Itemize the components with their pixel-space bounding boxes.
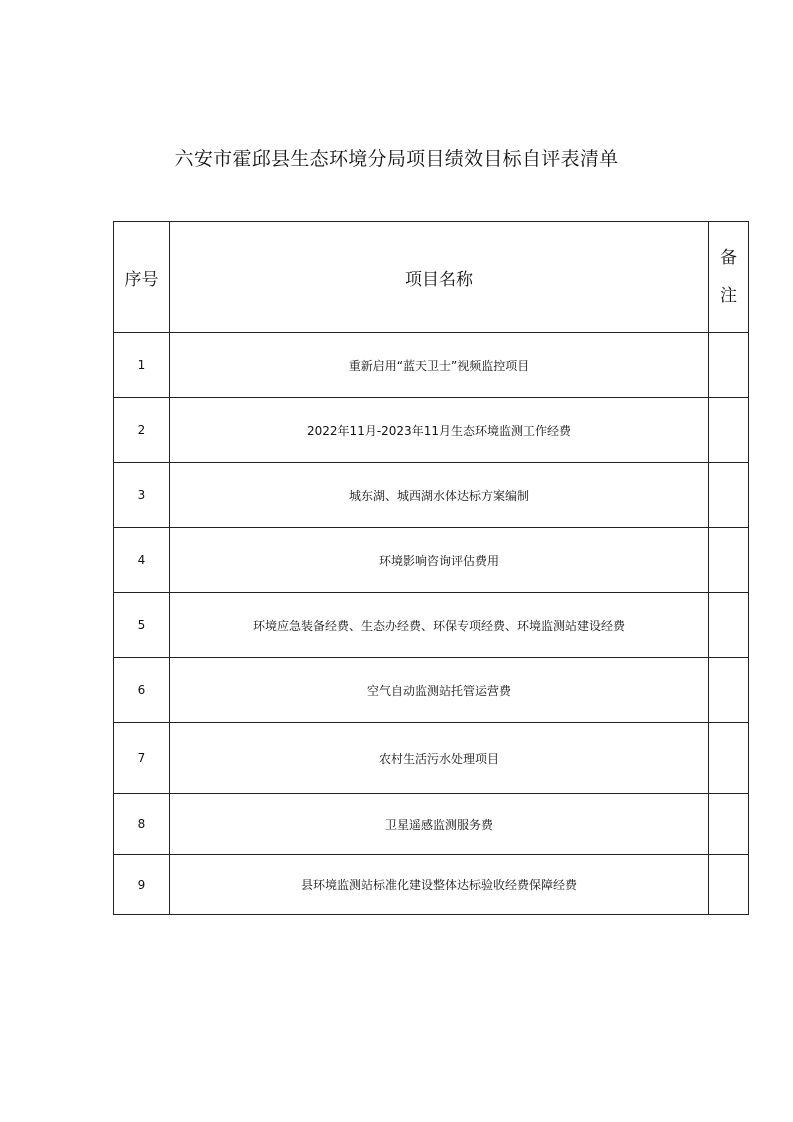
table-header-row (114, 222, 749, 333)
header-note-line1: 备 (720, 248, 737, 268)
row-project-name: 2022年11月-2023年11月生态环境监测工作经费 (170, 398, 709, 463)
row-project-name: 空气自动监测站托管运营费 (170, 658, 709, 723)
table-row (114, 463, 749, 528)
row-seq: 8 (114, 794, 170, 855)
row-project-name: 环境应急装备经费、生态办经费、环保专项经费、环境监测站建设经费 (170, 593, 709, 658)
row-seq: 1 (114, 333, 170, 398)
row-note (709, 398, 749, 463)
table-row (114, 794, 749, 855)
header-project-name: 项目名称 (170, 222, 709, 333)
row-seq: 4 (114, 528, 170, 593)
page-title: 六安市霍邱县生态环境分局项目绩效目标自评表清单 (174, 148, 619, 170)
table-row (114, 593, 749, 658)
table-row (114, 855, 749, 915)
project-table (113, 221, 749, 915)
header-note (709, 222, 749, 333)
row-note (709, 528, 749, 593)
row-note (709, 855, 749, 915)
row-project-name: 环境影响咨询评估费用 (170, 528, 709, 593)
table-row (114, 528, 749, 593)
row-seq: 6 (114, 658, 170, 723)
row-note (709, 658, 749, 723)
row-note (709, 463, 749, 528)
table-row (114, 658, 749, 723)
row-project-name: 农村生活污水处理项目 (170, 723, 709, 794)
row-seq: 2 (114, 398, 170, 463)
row-project-name: 卫星遥感监测服务费 (170, 794, 709, 855)
header-note-line2: 注 (720, 286, 737, 306)
row-note (709, 723, 749, 794)
row-note (709, 593, 749, 658)
row-note (709, 794, 749, 855)
table-row (114, 333, 749, 398)
header-seq: 序号 (114, 222, 170, 333)
table-row (114, 398, 749, 463)
table-row (114, 723, 749, 794)
row-project-name: 城东湖、城西湖水体达标方案编制 (170, 463, 709, 528)
row-seq: 3 (114, 463, 170, 528)
row-project-name: 县环境监测站标准化建设整体达标验收经费保障经费 (170, 855, 709, 915)
row-note (709, 333, 749, 398)
row-project-name: 重新启用“蓝天卫士”视频监控项目 (170, 333, 709, 398)
row-seq: 9 (114, 855, 170, 915)
row-seq: 5 (114, 593, 170, 658)
row-seq: 7 (114, 723, 170, 794)
